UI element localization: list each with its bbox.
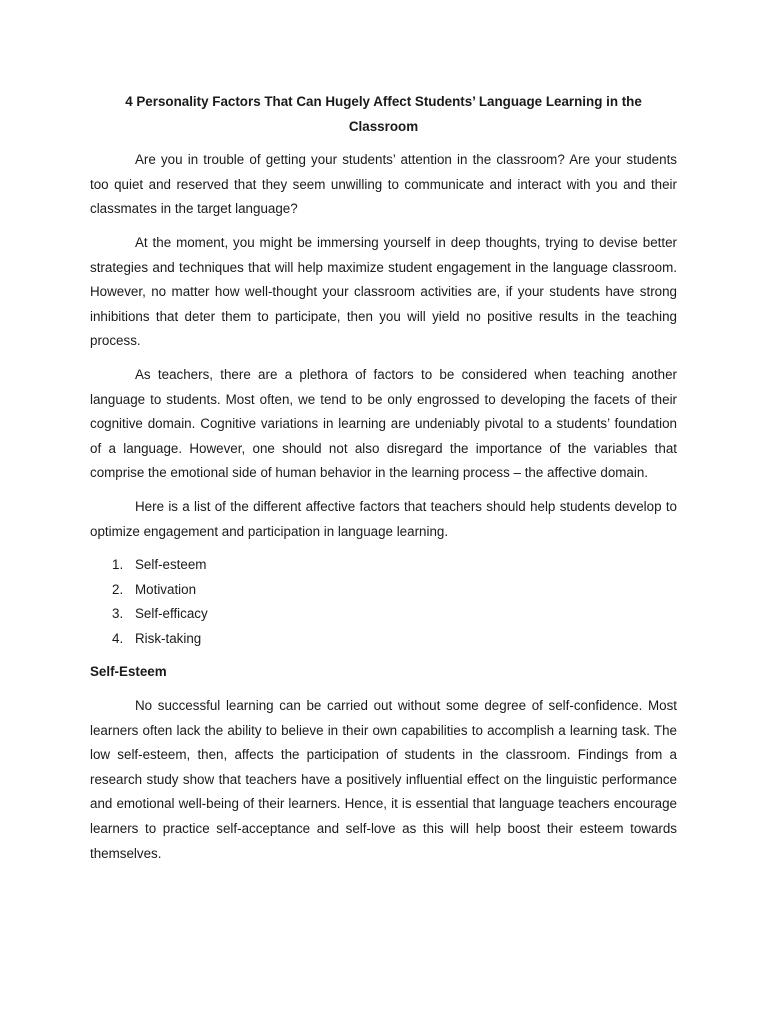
section-body: No successful learning can be carried out without some degree of self-confidence. Most learners often lack the ability to believe in their own capabilities to accomplish a learning task. The low self-esteem, then, affects the participation of students in the classroom. Findings from a research study show that teachers have a positively influential effect on the linguistic performance and emotional well-being of their learners. Hence, it is essential that language teachers encourage learners to practice self-acceptance and self-love as this will help boost their esteem towards themselves. — [90, 698, 677, 861]
document-title: 4 Personality Factors That Can Hugely Affect Students’ Language Learning in the Classroom — [125, 94, 642, 134]
intro-paragraph-4: Here is a list of the different affective factors that teachers should help students develop to optimize engagement and participation in language learning. — [90, 498, 677, 539]
list-item-label: Self-esteem — [135, 557, 207, 573]
intro-paragraph-2: At the moment, you might be immersing yourself in deep thoughts, trying to devise better strategies and techniques that will help maximize student engagement in the language classroom. However, no matter how well-thought your classroom activities are, if your students have strong inhibitions that deter them to participate, then you will yield no positive results in the teaching process. — [90, 234, 677, 349]
list-item-label: Risk-taking — [135, 630, 202, 646]
list-item-label: Self-efficacy — [135, 606, 208, 622]
list-item-number: 3. — [112, 606, 124, 622]
affective-factors-list — [90, 553, 677, 651]
section-heading: Self-Esteem — [90, 664, 167, 680]
list-item — [90, 553, 677, 578]
intro-paragraph-1: Are you in trouble of getting your students’ attention in the classroom? Are your students too quiet and reserved that they seem unwilling to communicate and interact with you and their classmates in the target language? — [90, 152, 677, 217]
intro-paragraph-3: As teachers, there are a plethora of factors to be considered when teaching another language to students. Most often, we tend to be only engrossed to developing the facets of their cognitive domain. Cognitive variations in learning are undeniably pivotal to a students’ foundation of a language. However, one should not also disregard the importance of the variables that comprise the emotional side of human behavior in the learning process – the affective domain. — [90, 366, 677, 481]
list-item-number: 2. — [112, 581, 124, 597]
list-item-label: Motivation — [135, 581, 197, 597]
list-item-number: 1. — [112, 557, 124, 573]
list-item — [90, 627, 677, 652]
list-item — [90, 578, 677, 603]
list-item — [90, 602, 677, 627]
list-item-number: 4. — [112, 630, 124, 646]
document-page — [90, 90, 677, 866]
